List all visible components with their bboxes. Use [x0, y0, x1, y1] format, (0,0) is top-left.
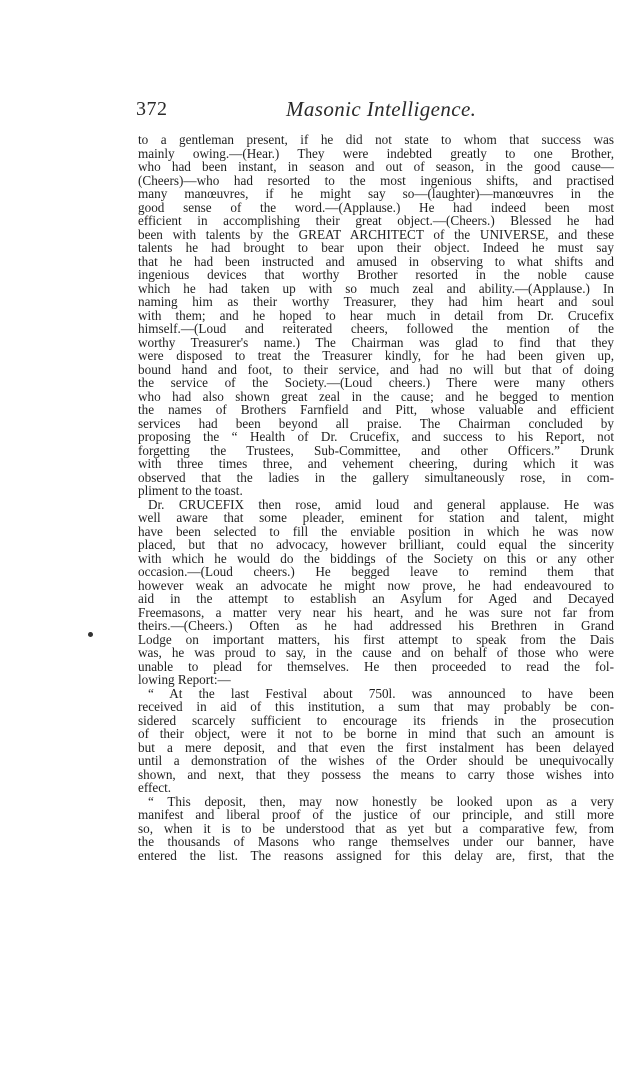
text-line: sidered scarcely sufficient to encourage its friends in the prosecution — [138, 712, 614, 728]
text-line: proposing the “ Health of Dr. Crucefix, and success to his Report, not — [138, 429, 614, 444]
text-line: good sense of the word.—(Applause.) He had indeed been most — [138, 199, 614, 215]
text-line: but a mere deposit, and that even the first instalment has been delayed — [138, 739, 614, 755]
margin-mark — [88, 632, 93, 637]
text-line: received in aid of this institution, a sum that may probably be con- — [138, 699, 614, 714]
text-line: aid in the attempt to establish an Asylum for Aged and Decayed — [138, 591, 614, 606]
text-line: been with talents by the GREAT ARCHITECT of the UNIVERSE, and these — [138, 226, 614, 242]
text-line: manifest and liberal proof of the justice of our principle, and still more — [138, 807, 614, 822]
text-line: unable to plead for themselves. He then proceeded to read the fol- — [138, 658, 614, 674]
text-line: worthy Treasurer's name.) The Chairman was glad to find that they — [138, 334, 614, 350]
text-line: with three times three, and vehement cheering, during which it was — [138, 456, 614, 471]
body-text — [138, 133, 614, 862]
text-line: (Cheers)—who had resorted to the most ingenious shifts, and practised — [138, 172, 614, 188]
text-line: bound hand and foot, to their service, and had no will but that of doing — [138, 361, 614, 377]
text-line: have been selected to fill the enviable position in which he was now — [138, 523, 614, 539]
text-line: lowing Report:— — [138, 672, 231, 687]
text-line: many manœuvres, if he might say so—(laughter)—manœuvres in the — [138, 186, 614, 201]
text-line: mainly owing.—(Hear.) They were indebted greatly to one Brother, — [138, 145, 614, 161]
page-header — [136, 96, 616, 126]
text-line: that he had been instructed and amused in observing to what shifts and — [138, 253, 614, 269]
text-line: “ At the last Festival about 750l. was announced to have been — [148, 685, 614, 701]
text-line: occasion.—(Loud cheers.) He begged leave to remind them that — [138, 564, 614, 579]
text-line: Dr. CRUCEFIX then rose, amid loud and general applause. He was — [148, 496, 614, 512]
text-line: Freemasons, a matter very near his heart, and he was sure not far from — [138, 604, 614, 620]
page-number: 372 — [136, 98, 168, 120]
text-line: himself.—(Loud and reiterated cheers, followed the mention of the — [138, 321, 614, 336]
text-line: with which he would do the biddings of the Society on this or any other — [138, 550, 614, 566]
text-line: forgetting the Trustees, Sub-Committee, and other Officers.” Drunk — [138, 442, 614, 458]
text-line: the service of the Society.—(Loud cheers.) There were many others — [138, 375, 614, 390]
text-line: effect. — [138, 780, 172, 795]
text-line: was, he was proud to say, in the cause and on behalf of those who were — [138, 645, 614, 660]
text-line: the thousands of Masons who range themselves under our banner, have — [138, 834, 614, 849]
text-line: to a gentleman present, if he did not state to whom that success was — [138, 132, 614, 147]
text-line: Lodge on important matters, his first attempt to speak from the Dais — [138, 631, 614, 647]
text-line: theirs.—(Cheers.) Often as he had addressed his Brethren in Grand — [138, 618, 614, 633]
text-line: the names of Brothers Farnfield and Pitt, whose valuable and efficient — [138, 402, 614, 417]
text-line: pliment to the toast. — [138, 483, 243, 498]
text-line: shown, and next, that they possess the means to carry those wishes into — [138, 766, 614, 782]
text-line: services had been beyond all praise. The Chairman concluded by — [138, 415, 614, 431]
text-line: who had also shown great zeal in the cause; and he begged to mention — [138, 388, 614, 404]
text-line: naming him as their worthy Treasurer, they had him heart and soul — [138, 294, 614, 309]
text-line: well aware that some pleader, eminent for station and talent, might — [138, 510, 614, 525]
text-line: with them; and he hoped to hear much in detail from Dr. Crucefix — [138, 307, 614, 323]
text-line: of their object, were it not to be borne in mind that such an amount is — [138, 726, 614, 741]
text-line: efficient in accomplishing their great object.—(Cheers.) Blessed he had — [138, 213, 614, 228]
text-line: which he had taken up with so much zeal and ability.—(Applause.) In — [138, 280, 614, 296]
text-line: “ This deposit, then, may now honestly be looked upon as a very — [148, 793, 614, 809]
text-line: ingenious devices that worthy Brother resorted in the noble cause — [138, 267, 614, 282]
text-line: until a demonstration of the wishes of the Order should be unequivocally — [138, 753, 614, 768]
text-line: however weak an advocate he might now prove, he had endeavoured to — [138, 577, 614, 593]
text-line: entered the list. The reasons assigned for this delay are, first, that the — [138, 847, 614, 863]
text-line: placed, but that no advocacy, however brilliant, could equal the sincerity — [138, 537, 614, 552]
text-line: talents he had brought to bear upon their object. Indeed he must say — [138, 240, 614, 255]
running-head: Masonic Intelligence. — [286, 97, 477, 121]
text-line: so, when it is to be understood that as yet but a comparative few, from — [138, 820, 614, 836]
text-line: were disposed to treat the Treasurer kindly, for he had been given up, — [138, 348, 614, 363]
text-line: observed that the ladies in the gallery simultaneously rose, in com- — [138, 469, 614, 485]
text-line: who had been instant, in season and out of season, in the good cause— — [138, 159, 614, 174]
